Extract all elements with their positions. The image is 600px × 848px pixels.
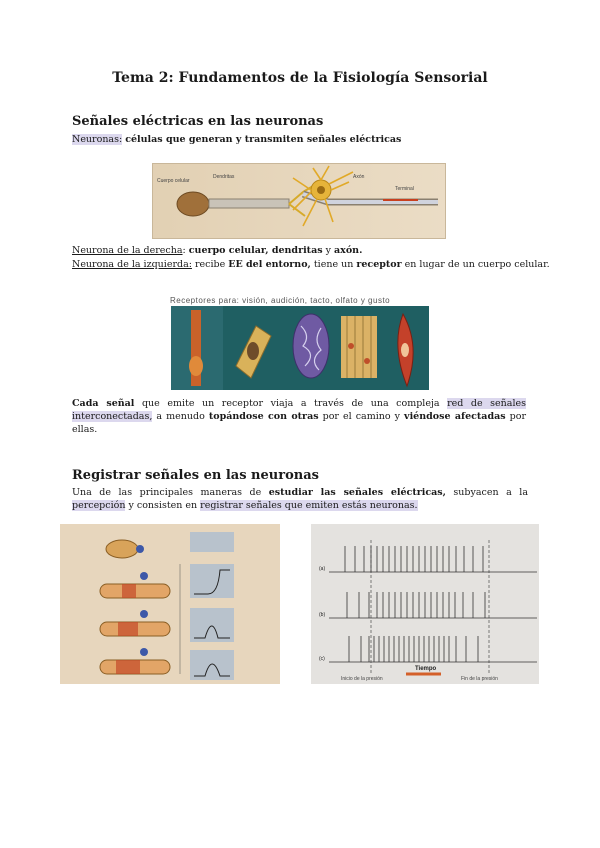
rec-label-b: (b)	[319, 612, 326, 618]
neuron-figure	[152, 163, 446, 239]
para-bold2: topándose con otras	[208, 411, 319, 422]
rec-time: Tiempo	[415, 666, 437, 672]
left-text1: recibe	[191, 259, 229, 270]
rec-t2: subyacen a la	[445, 487, 528, 498]
receptor-figure	[171, 306, 429, 390]
rec-hl1: percepción	[72, 500, 126, 511]
fig1-label-0: Axón	[353, 174, 365, 180]
term-left-neuron: Neurona de la izquierda:	[72, 259, 192, 270]
rec-t1: Una de las principales maneras de	[72, 487, 269, 498]
receptor-potential-figure	[60, 524, 280, 684]
rec-label-c: (c)	[319, 656, 325, 662]
right-parts-bold2: axón.	[334, 245, 363, 256]
signal-paragraph	[72, 397, 526, 436]
rec-label-a: (a)	[319, 566, 326, 572]
left-bold2: receptor	[356, 259, 402, 270]
rec-end: Fin de la presión	[461, 676, 498, 682]
left-neuron-line	[72, 258, 550, 271]
page-title: Tema 2: Fundamentos de la Fisiología Sensorial	[112, 70, 488, 86]
para-text1: que emite un receptor viaja a través de una compleja	[134, 398, 448, 409]
para-highlight: red de señales interconectadas,	[72, 398, 526, 422]
left-text3: en lugar de un cuerpo celular.	[401, 259, 550, 270]
right-neuron-line	[72, 244, 362, 257]
left-bold1: EE del entorno,	[228, 259, 311, 270]
rec-start: Inicio de la presión	[341, 676, 383, 682]
right-and: y	[322, 245, 334, 256]
para-bold3: viéndose afectadas	[404, 411, 506, 422]
fig1-label-2: Dendritas	[213, 174, 235, 180]
term-right-neuron: Neurona de la derecha	[72, 245, 183, 256]
rec-t3: y consisten en	[125, 500, 201, 511]
section1-heading: Señales eléctricas en las neuronas	[72, 114, 324, 129]
colon: :	[182, 245, 186, 256]
right-parts-bold: cuerpo celular, dendritas	[188, 245, 323, 256]
rec-b1: estudiar las señales eléctricas,	[268, 487, 446, 498]
para-text4: por ellas.	[72, 411, 526, 435]
fig1-label-1: Cuerpo celular	[157, 178, 190, 184]
left-text2: tiene un	[310, 259, 357, 270]
term-neuronas: Neuronas:	[72, 134, 123, 145]
receptor-caption: Receptores para: visión, audición, tacto, olfato y gusto	[170, 296, 391, 305]
fig1-label-3: Terminal	[395, 186, 414, 192]
neuron-definition	[72, 133, 401, 146]
para-bold1: Cada señal	[72, 398, 135, 409]
rec-hl2: registrar señales que emiten estás neuronas.	[200, 500, 418, 511]
para-text3: por el camino y	[318, 411, 405, 422]
section2-heading: Registrar señales en las neuronas	[72, 468, 319, 483]
spike-recording-figure	[311, 524, 539, 684]
recording-paragraph	[72, 486, 528, 512]
neuronas-definition: células que generan y transmiten señales eléctricas	[125, 134, 402, 145]
para-text2: a menudo	[152, 411, 209, 422]
